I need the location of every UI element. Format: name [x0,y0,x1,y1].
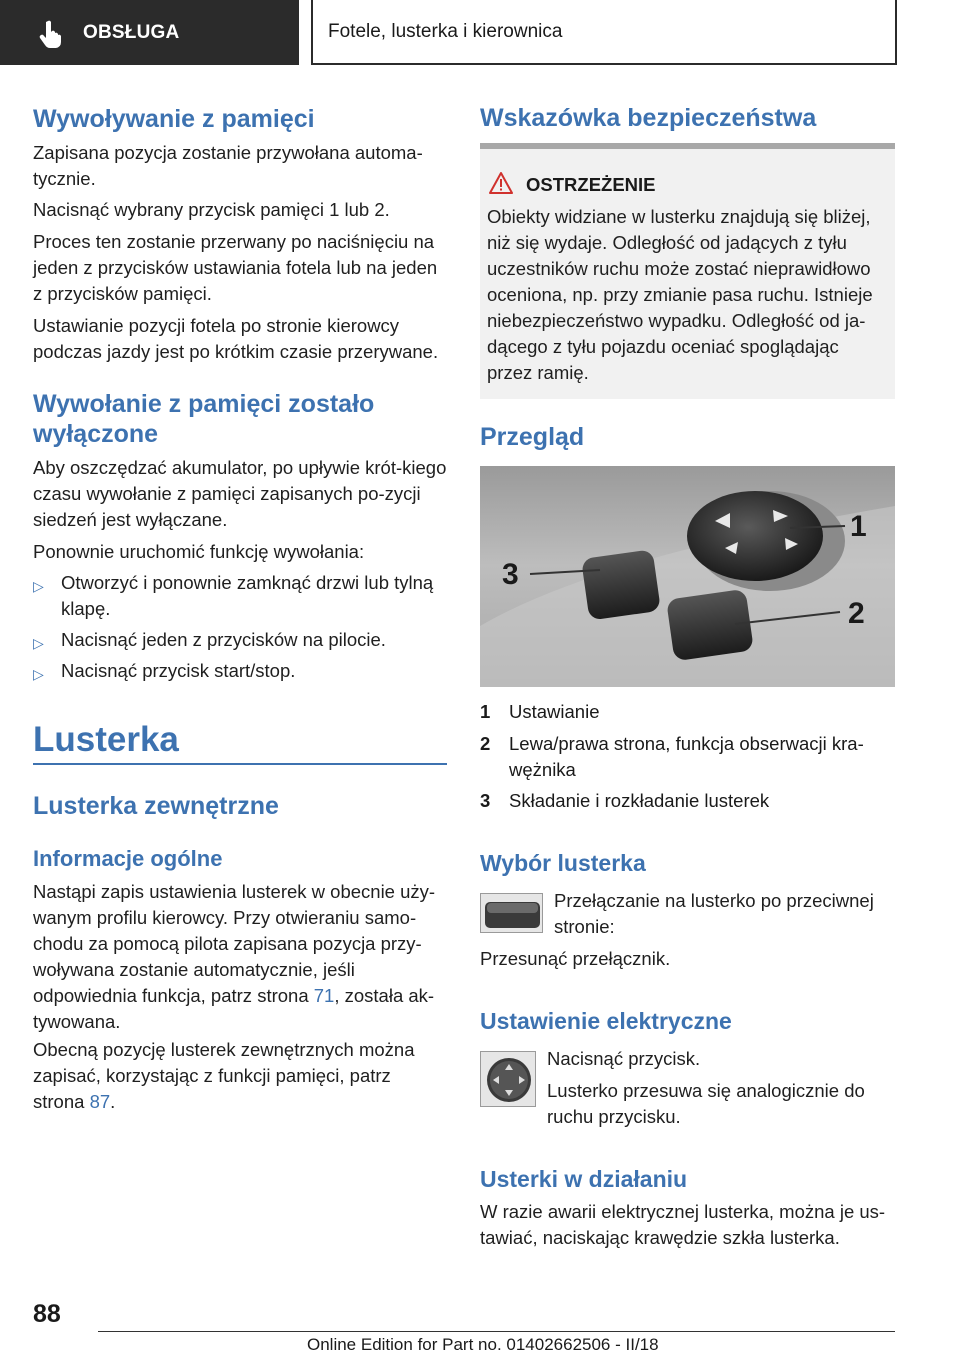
paragraph-text: . [110,1091,116,1112]
paragraph-recall-auto: Zapisana pozycja zostanie przywołana automa-tycznie. [33,142,423,189]
section-divider [33,763,447,765]
triangle-bullet-icon: ▷ [33,578,44,594]
paragraph-profile [33,879,447,1035]
paragraph-press-memory: Nacisnąć wybrany przycisk pamięci 1 lub 2. [33,199,390,220]
footer-divider [98,1331,895,1332]
list-item-text: Nacisnąć przycisk start/stop. [61,660,296,681]
heading-recall: Wywoływanie z pamięci [33,105,315,133]
warning-box [480,143,895,399]
hand-pointer-icon [37,18,67,48]
heading-overview: Przegląd [480,423,585,451]
paragraph-interrupt: Proces ten zostanie przerwany po naciśnięciu na jeden z przycisków ustawiania fotela lub na jeden z przycisków pamięci. [33,231,438,304]
paragraph-memory [33,1037,447,1115]
select-instruction: Przesunąć przełącznik. [480,948,671,969]
photo-label-1: 1 [850,510,867,543]
page-link-87[interactable]: 87 [89,1091,111,1112]
heading-malfunction: Usterki w działaniu [480,1166,688,1192]
select-description: Przełączanie na lusterko po przeciwnej stronie: [554,890,874,937]
legend-number: 3 [480,790,491,811]
list-item [33,570,447,622]
heading-recall-disabled: Wywołanie z pamięci zostało wyłączone [33,390,375,448]
paragraph-text: , została ak-tywowana. [33,985,435,1032]
triangle-bullet-icon: ▷ [33,666,44,682]
photo-label-3: 3 [502,558,519,591]
heading-electric-adjust: Ustawienie elektryczne [480,1008,732,1034]
paragraph-battery: Aby oszczędzać akumulator, po upływie krót-kiego czasu wywołanie z pamięci zapisanych po-zycji siedzeń jest wyłączane. [33,457,447,530]
legend-number: 1 [480,701,491,722]
list-item [33,658,447,687]
list-item-text: Nacisnąć jeden z przycisków na pilocie. [61,629,386,650]
legend-number: 2 [480,733,491,754]
legend-item [480,731,895,783]
chapter-header [311,0,897,65]
malfunction-text: W razie awarii elektrycznej lusterka, można je us-tawiać, naciskając krawędzie szkła lusterka. [480,1201,886,1248]
paragraph-text: Nastąpi zapis ustawienia lusterek w obecnie uży-wanym profilu kierowcy. Przy otwieraniu samo-chodu za pomocą pilota zapisana pozycja przy-woływana zostanie automatycznie, jeśli odpowiednia funkcja, patrz strona [33,881,436,1006]
legend-item [480,788,895,814]
list-item-text: Otworzyć i ponownie zamknąć drzwi lub tylną klapę. [61,572,434,619]
triangle-bullet-icon: ▷ [33,635,44,651]
electric-description: Lusterko przesuwa się analogicznie do ruchu przycisku. [547,1080,865,1127]
mirror-controls-photo [480,466,895,687]
paragraph-text: Obecną pozycję lusterek zewnętrznych można zapisać, korzystając z funkcji pamięci, patrz strona [33,1039,415,1112]
heading-general-info: Informacje ogólne [33,846,223,871]
warning-text: Obiekty widziane w lusterku znajdują się bliżej, niż się wydaje. Odległość od jadących z tyłu uczestników ruchu może zostać nieprawidłowo oceniona, np. przy zmianie pasa ruchu. Istnieje niebezpieczeństwo wypadku. Odległość od ja-dącego z tyłu pojazdu oceniać spoglądając przez ramię. [487,206,873,383]
legend-text: Ustawianie [509,701,600,722]
electric-instruction: Nacisnąć przycisk. [547,1048,701,1069]
heading-mirrors: Lusterka [33,720,179,759]
chapter-title: Fotele, lusterka i kierownica [328,20,563,42]
mirror-switch-illustration [480,466,895,687]
legend-text: Lewa/prawa strona, funkcja obserwacji kra-wężnika [509,733,864,780]
heading-safety: Wskazówka bezpieczeństwa [480,104,817,132]
photo-label-2: 2 [848,597,865,630]
selector-switch-thumbnail [480,893,543,933]
section-label: OBSŁUGA [83,21,180,43]
page-number: 88 [33,1300,61,1328]
edition-text: Online Edition for Part no. 01402662506 - II/18 [307,1335,659,1354]
page-link-71[interactable]: 71 [313,985,335,1006]
list-item [33,627,447,656]
warning-triangle-icon [488,171,514,195]
paragraph-driving: Ustawianie pozycji fotela po stronie kierowcy podczas jazdy jest po krótkim czasie przerywane. [33,315,439,362]
paragraph-restart: Ponownie uruchomić funkcję wywołania: [33,541,365,562]
section-tab [0,0,299,65]
heading-select-mirror: Wybór lusterka [480,850,646,876]
warning-title: OSTRZEŻENIE [526,174,656,195]
legend-item [480,699,895,725]
adjust-knob-thumbnail [480,1051,536,1107]
legend-text: Składanie i rozkładanie lusterek [509,790,770,811]
heading-exterior-mirrors: Lusterka zewnętrzne [33,792,279,820]
